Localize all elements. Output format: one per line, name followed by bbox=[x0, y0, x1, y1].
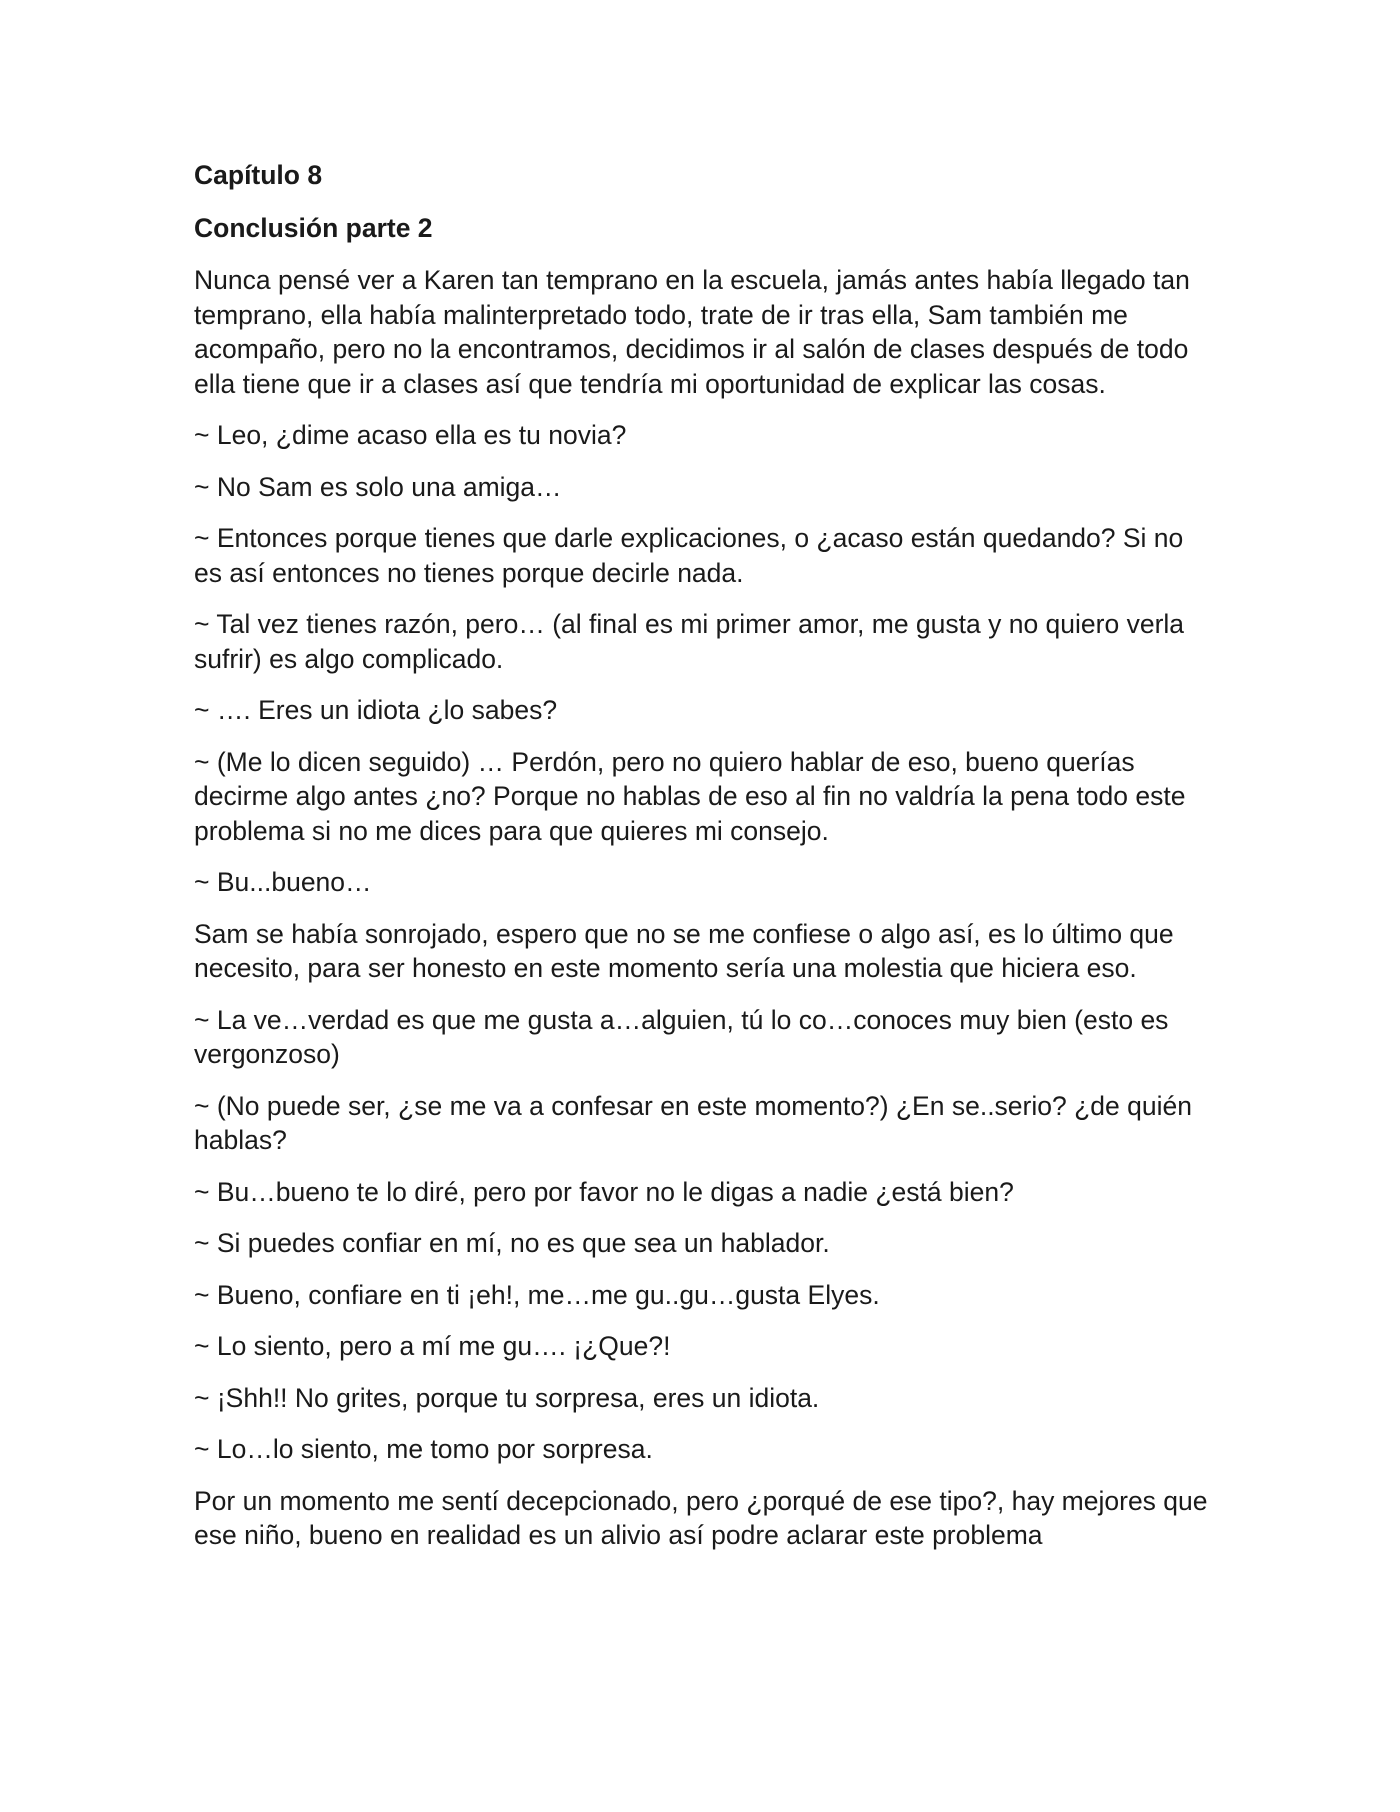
section-title: Conclusión parte 2 bbox=[194, 212, 433, 243]
dialogue-line: ~ Lo siento, pero a mí me gu…. ¡¿Que?! bbox=[194, 1331, 671, 1361]
dialogue-line: ~ Entonces porque tienes que darle explicaciones, o ¿acaso están quedando? Si no es así entonces no tienes porque decirle nada. bbox=[194, 523, 1184, 588]
paragraph: Sam se había sonrojado, espero que no se me confiese o algo así, es lo último que necesito, para ser honesto en este momento sería una molestia que hiciera eso. bbox=[194, 918, 1174, 983]
paragraph: Nunca pensé ver a Karen tan temprano en la escuela, jamás antes había llegado tan temprano, ella había malinterpretado todo, trate de ir tras ella, Sam también me acompaño, pero no la encontramos, decidimos ir al salón de clases después de todo ella tiene que ir a clases así que tendría mi oportunidad de explicar las cosas. bbox=[194, 265, 1190, 399]
dialogue-line: ~ (No puede ser, ¿se me va a confesar en este momento?) ¿En se..serio? ¿de quién hablas? bbox=[194, 1090, 1192, 1155]
dialogue-line: ~ Si puedes confiar en mí, no es que sea un hablador. bbox=[194, 1228, 830, 1258]
dialogue-line: ~ Tal vez tienes razón, pero… (al final es mi primer amor, me gusta y no quiero verla sufrir) es algo complicado. bbox=[194, 609, 1185, 674]
dialogue-line: ~ La ve…verdad es que me gusta a…alguien, tú lo co…conoces muy bien (esto es vergonzoso) bbox=[194, 1004, 1169, 1069]
dialogue-line: ~ No Sam es solo una amiga… bbox=[194, 471, 562, 502]
dialogue-line: ~ (Me lo dicen seguido) … Perdón, pero no quiero hablar de eso, bueno querías decirme algo antes ¿no? Porque no hablas de eso al fin no valdría la pena todo este problema si no me dices para que quieres mi consejo. bbox=[194, 746, 1186, 846]
paragraph: Por un momento me sentí decepcionado, pero ¿porqué de ese tipo?, hay mejores que ese niño, bueno en realidad es un alivio así podre aclarar este problema bbox=[194, 1485, 1208, 1550]
document-page bbox=[194, 158, 1214, 1570]
dialogue-line: ~ …. Eres un idiota ¿lo sabes? bbox=[194, 695, 558, 725]
dialogue-line: ~ Leo, ¿dime acaso ella es tu novia? bbox=[194, 420, 627, 450]
dialogue-line: ~ Lo…lo siento, me tomo por sorpresa. bbox=[194, 1434, 653, 1464]
dialogue-line: ~ ¡Shh!! No grites, porque tu sorpresa, eres un idiota. bbox=[194, 1382, 820, 1413]
dialogue-line: ~ Bu...bueno… bbox=[194, 867, 372, 897]
chapter-title: Capítulo 8 bbox=[194, 160, 323, 190]
dialogue-line: ~ Bueno, confiare en ti ¡eh!, me…me gu..gu…gusta Elyes. bbox=[194, 1279, 880, 1310]
dialogue-line: ~ Bu…bueno te lo diré, pero por favor no le digas a nadie ¿está bien? bbox=[194, 1176, 1014, 1207]
